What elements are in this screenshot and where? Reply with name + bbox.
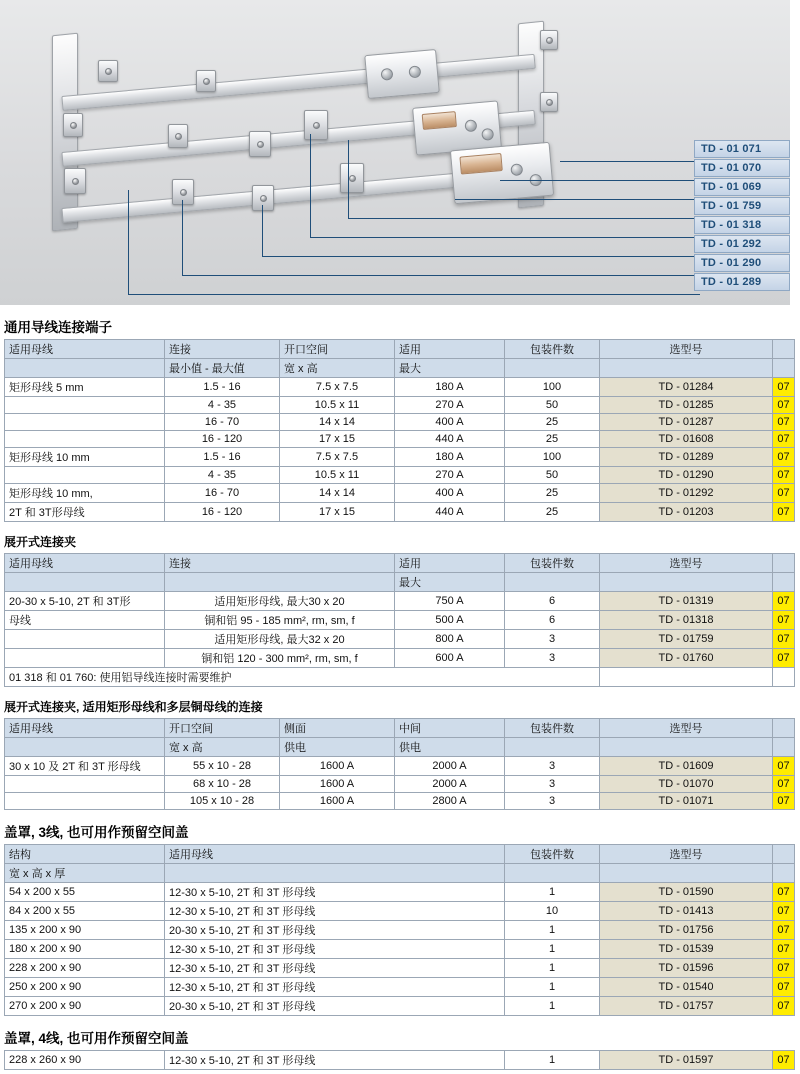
cell-pack: 25 xyxy=(505,484,600,503)
cell-opening: 55 x 10 - 28 xyxy=(165,757,280,776)
cell-middle-feed: 2000 A xyxy=(395,757,505,776)
cell-busbar: 20-30 x 5-10, 2T 和 3T 形母线 xyxy=(165,921,505,940)
table-subheader-row xyxy=(5,738,795,757)
cell-pack: 1 xyxy=(505,959,600,978)
copper-bar xyxy=(459,153,502,175)
section-title-cover-4pole: 盖罩, 4线, 也可用作预留空间盖 xyxy=(4,1031,189,1046)
col-header: 侧面 xyxy=(280,719,395,738)
sub-header xyxy=(5,573,165,592)
cell-order-number: TD - 01757 xyxy=(600,997,773,1016)
leader-line xyxy=(560,161,700,162)
cell-page: 07 xyxy=(773,649,795,668)
terminal-clamp xyxy=(64,168,86,194)
cell-page: 07 xyxy=(773,921,795,940)
table-subheader-row xyxy=(5,864,795,883)
cell-opening: 7.5 x 7.5 xyxy=(280,448,395,467)
table-expandable-clamp xyxy=(4,553,795,687)
cell-connection: 1.5 - 16 xyxy=(165,448,280,467)
cell-pack: 3 xyxy=(505,630,600,649)
table-cover-3pole xyxy=(4,844,795,1016)
cell-rating: 440 A xyxy=(395,431,505,448)
cell-opening: 17 x 15 xyxy=(280,431,395,448)
table-row xyxy=(5,448,795,467)
cell-dimensions: 228 x 200 x 90 xyxy=(5,959,165,978)
table-row xyxy=(5,921,795,940)
cell-opening: 105 x 10 - 28 xyxy=(165,793,280,810)
terminal-clamp xyxy=(249,131,271,157)
cell-page: 07 xyxy=(773,414,795,431)
cell-page-empty xyxy=(773,668,795,687)
cell-connection: 16 - 70 xyxy=(165,484,280,503)
callout-item: TD - 01 289 xyxy=(694,273,790,291)
sub-header xyxy=(600,738,773,757)
connector-block-top xyxy=(364,49,440,99)
cell-busbar: 12-30 x 5-10, 2T 和 3T 形母线 xyxy=(165,902,505,921)
cell-page: 07 xyxy=(773,902,795,921)
table-row xyxy=(5,940,795,959)
cell-busbar: 矩形母线 10 mm xyxy=(5,448,165,467)
cell-page: 07 xyxy=(773,883,795,902)
table-row xyxy=(5,467,795,484)
terminal-clamp xyxy=(196,70,216,92)
cell-order-number: TD - 01318 xyxy=(600,611,773,630)
sub-header xyxy=(505,359,600,378)
cell-page: 07 xyxy=(773,940,795,959)
cell-busbar xyxy=(5,397,165,414)
table-row xyxy=(5,776,795,793)
table-row xyxy=(5,997,795,1016)
table-row xyxy=(5,978,795,997)
sub-header xyxy=(600,573,773,592)
cell-connection: 4 - 35 xyxy=(165,397,280,414)
cell-busbar xyxy=(5,776,165,793)
callout-item: TD - 01 070 xyxy=(694,159,790,177)
cell-pack: 6 xyxy=(505,611,600,630)
terminal-clamp xyxy=(63,113,83,137)
table-subheader-row xyxy=(5,359,795,378)
cell-page: 07 xyxy=(773,431,795,448)
table-row xyxy=(5,649,795,668)
cell-pack: 6 xyxy=(505,592,600,611)
col-header: 中间 xyxy=(395,719,505,738)
leader-line xyxy=(348,218,700,219)
cell-pack: 50 xyxy=(505,397,600,414)
table-row xyxy=(5,431,795,448)
cell-rating: 400 A xyxy=(395,484,505,503)
col-header: 包装件数 xyxy=(505,554,600,573)
terminal-clamp xyxy=(340,163,364,193)
cell-pack: 25 xyxy=(505,414,600,431)
leader-line xyxy=(310,134,311,237)
section-title-universal-terminals: 通用导线连接端子 xyxy=(4,320,112,335)
sub-header xyxy=(505,738,600,757)
sub-header xyxy=(600,864,773,883)
callout-item: TD - 01 292 xyxy=(694,235,790,253)
cell-order-number: TD - 01597 xyxy=(600,1051,773,1070)
cell-order-number: TD - 01760 xyxy=(600,649,773,668)
cell-order-number: TD - 01413 xyxy=(600,902,773,921)
sub-header xyxy=(505,864,600,883)
leader-line xyxy=(500,180,700,181)
col-header xyxy=(773,554,795,573)
cell-busbar: 30 x 10 及 2T 和 3T 形母线 xyxy=(5,757,165,776)
cell-order-number: TD - 01319 xyxy=(600,592,773,611)
cell-rating: 270 A xyxy=(395,397,505,414)
cell-busbar: 12-30 x 5-10, 2T 和 3T 形母线 xyxy=(165,978,505,997)
cell-connection: 适用矩形母线, 最大30 x 20 xyxy=(165,592,395,611)
callout-item: TD - 01 069 xyxy=(694,178,790,196)
col-header: 适用母线 xyxy=(5,554,165,573)
cell-dimensions: 180 x 200 x 90 xyxy=(5,940,165,959)
cell-order-number-empty xyxy=(600,668,773,687)
screw-icon xyxy=(510,163,523,176)
cell-opening: 14 x 14 xyxy=(280,484,395,503)
cell-busbar: 矩形母线 5 mm xyxy=(5,378,165,397)
col-header: 适用 xyxy=(395,340,505,359)
leader-line xyxy=(348,140,349,218)
cell-rating: 180 A xyxy=(395,448,505,467)
cell-rating: 270 A xyxy=(395,467,505,484)
cell-page: 07 xyxy=(773,630,795,649)
cell-pack: 1 xyxy=(505,978,600,997)
cell-opening: 10.5 x 11 xyxy=(280,397,395,414)
cell-opening: 10.5 x 11 xyxy=(280,467,395,484)
sub-header xyxy=(773,738,795,757)
cell-page: 07 xyxy=(773,397,795,414)
table-row xyxy=(5,503,795,522)
cell-rating: 440 A xyxy=(395,503,505,522)
cell-order-number: TD - 01540 xyxy=(600,978,773,997)
cell-busbar xyxy=(5,793,165,810)
table-row xyxy=(5,592,795,611)
cell-page: 07 xyxy=(773,1051,795,1070)
cell-pack: 1 xyxy=(505,883,600,902)
cell-order-number: TD - 01609 xyxy=(600,757,773,776)
table-header-row xyxy=(5,554,795,573)
table-row xyxy=(5,378,795,397)
leader-line xyxy=(128,190,129,294)
sub-header: 宽 x 高 xyxy=(165,738,280,757)
col-header: 选型号 xyxy=(600,554,773,573)
col-header: 连接 xyxy=(165,554,395,573)
screw-icon xyxy=(481,128,494,141)
table-row xyxy=(5,484,795,503)
cell-connection: 铜和铝 95 - 185 mm², rm, sm, f xyxy=(165,611,395,630)
cell-side-feed: 1600 A xyxy=(280,793,395,810)
cell-order-number: TD - 01071 xyxy=(600,793,773,810)
screw-icon xyxy=(408,65,421,78)
cell-busbar xyxy=(5,467,165,484)
cell-pack: 3 xyxy=(505,649,600,668)
cell-pack: 1 xyxy=(505,921,600,940)
cell-order-number: TD - 01287 xyxy=(600,414,773,431)
col-header: 选型号 xyxy=(600,719,773,738)
cell-connection: 铜和铝 120 - 300 mm², rm, sm, f xyxy=(165,649,395,668)
sub-header: 宽 x 高 x 厚 xyxy=(5,864,165,883)
sub-header xyxy=(773,573,795,592)
leader-line xyxy=(310,237,700,238)
leader-line xyxy=(455,199,700,200)
cell-rating: 750 A xyxy=(395,592,505,611)
cell-middle-feed: 2000 A xyxy=(395,776,505,793)
cell-pack: 100 xyxy=(505,378,600,397)
cell-connection: 16 - 120 xyxy=(165,431,280,448)
cell-dimensions: 84 x 200 x 55 xyxy=(5,902,165,921)
cell-order-number: TD - 01203 xyxy=(600,503,773,522)
cell-busbar: 20-30 x 5-10, 2T 和 3T 形母线 xyxy=(165,997,505,1016)
section-title-multilayer-clamp: 展开式连接夹, 适用矩形母线和多层铜母线的连接 xyxy=(4,700,263,714)
cell-busbar: 母线 xyxy=(5,611,165,630)
cell-busbar: 12-30 x 5-10, 2T 和 3T 形母线 xyxy=(165,959,505,978)
cell-order-number: TD - 01756 xyxy=(600,921,773,940)
cell-busbar: 2T 和 3T形母线 xyxy=(5,503,165,522)
leader-line xyxy=(182,275,700,276)
cell-side-feed: 1600 A xyxy=(280,776,395,793)
callout-list xyxy=(694,140,790,292)
col-header: 连接 xyxy=(165,340,280,359)
cell-pack: 50 xyxy=(505,467,600,484)
cell-opening: 7.5 x 7.5 xyxy=(280,378,395,397)
sub-header: 最大 xyxy=(395,573,505,592)
col-header: 适用母线 xyxy=(5,719,165,738)
cell-page: 07 xyxy=(773,378,795,397)
sub-header: 供电 xyxy=(395,738,505,757)
cell-busbar xyxy=(5,630,165,649)
cell-connection: 适用矩形母线, 最大32 x 20 xyxy=(165,630,395,649)
cell-pack: 1 xyxy=(505,1051,600,1070)
cell-busbar: 矩形母线 10 mm, xyxy=(5,484,165,503)
table-row xyxy=(5,611,795,630)
cell-dimensions: 54 x 200 x 55 xyxy=(5,883,165,902)
cell-pack: 100 xyxy=(505,448,600,467)
cell-page: 07 xyxy=(773,978,795,997)
terminal-clamp xyxy=(304,110,328,140)
cell-order-number: TD - 01284 xyxy=(600,378,773,397)
cell-order-number: TD - 01608 xyxy=(600,431,773,448)
table-header-row xyxy=(5,719,795,738)
busbar-assembly-illustration xyxy=(0,0,790,305)
col-header: 选型号 xyxy=(600,845,773,864)
terminal-clamp xyxy=(540,92,558,112)
table-row xyxy=(5,630,795,649)
table-row xyxy=(5,793,795,810)
cell-order-number: TD - 01590 xyxy=(600,883,773,902)
col-header xyxy=(773,719,795,738)
cell-pack: 3 xyxy=(505,793,600,810)
table-header-row xyxy=(5,340,795,359)
cell-page: 07 xyxy=(773,776,795,793)
cell-connection: 16 - 70 xyxy=(165,414,280,431)
col-header: 适用 xyxy=(395,554,505,573)
cell-dimensions: 228 x 260 x 90 xyxy=(5,1051,165,1070)
cell-order-number: TD - 01292 xyxy=(600,484,773,503)
table-row xyxy=(5,757,795,776)
cell-pack: 10 xyxy=(505,902,600,921)
cell-busbar xyxy=(5,649,165,668)
cell-page: 07 xyxy=(773,757,795,776)
table-header-row xyxy=(5,845,795,864)
sub-header xyxy=(600,359,773,378)
cell-page: 07 xyxy=(773,997,795,1016)
table-row xyxy=(5,1051,795,1070)
cell-busbar: 20-30 x 5-10, 2T 和 3T形 xyxy=(5,592,165,611)
sub-header xyxy=(505,573,600,592)
table-row xyxy=(5,414,795,431)
cell-page: 07 xyxy=(773,503,795,522)
cell-side-feed: 1600 A xyxy=(280,757,395,776)
cell-page: 07 xyxy=(773,448,795,467)
col-header: 包装件数 xyxy=(505,340,600,359)
table-row xyxy=(5,883,795,902)
cell-connection: 4 - 35 xyxy=(165,467,280,484)
cell-busbar xyxy=(5,431,165,448)
sub-header xyxy=(773,359,795,378)
cell-rating: 180 A xyxy=(395,378,505,397)
cell-order-number: TD - 01290 xyxy=(600,467,773,484)
col-header: 包装件数 xyxy=(505,719,600,738)
cell-rating: 400 A xyxy=(395,414,505,431)
terminal-clamp xyxy=(540,30,558,50)
leader-line xyxy=(262,256,700,257)
sub-header xyxy=(165,864,505,883)
section-title-cover-3pole: 盖罩, 3线, 也可用作预留空间盖 xyxy=(4,825,189,840)
callout-item: TD - 01 759 xyxy=(694,197,790,215)
callout-item: TD - 01 071 xyxy=(694,140,790,158)
cell-order-number: TD - 01070 xyxy=(600,776,773,793)
sub-header: 最大 xyxy=(395,359,505,378)
cell-busbar: 12-30 x 5-10, 2T 和 3T 形母线 xyxy=(165,1051,505,1070)
cell-pack: 1 xyxy=(505,997,600,1016)
cell-order-number: TD - 01289 xyxy=(600,448,773,467)
copper-bar xyxy=(422,111,457,130)
sub-header xyxy=(773,864,795,883)
screw-icon xyxy=(380,68,393,81)
sub-header: 最小值 - 最大值 xyxy=(165,359,280,378)
section-title-expandable-clamp: 展开式连接夹 xyxy=(4,535,77,549)
col-header xyxy=(773,340,795,359)
col-header: 结构 xyxy=(5,845,165,864)
terminal-clamp xyxy=(172,179,194,205)
table-row xyxy=(5,959,795,978)
col-header: 开口空间 xyxy=(165,719,280,738)
col-header: 适用母线 xyxy=(165,845,505,864)
col-header: 选型号 xyxy=(600,340,773,359)
table-row xyxy=(5,397,795,414)
callout-item: TD - 01 318 xyxy=(694,216,790,234)
cell-rating: 600 A xyxy=(395,649,505,668)
cell-page: 07 xyxy=(773,484,795,503)
cell-page: 07 xyxy=(773,959,795,978)
cell-opening: 14 x 14 xyxy=(280,414,395,431)
table-universal-terminals xyxy=(4,339,795,522)
table-multilayer-clamp xyxy=(4,718,795,810)
cell-page: 07 xyxy=(773,467,795,484)
cell-busbar xyxy=(5,414,165,431)
sub-header: 供电 xyxy=(280,738,395,757)
cell-order-number: TD - 01596 xyxy=(600,959,773,978)
cell-busbar: 12-30 x 5-10, 2T 和 3T 形母线 xyxy=(165,883,505,902)
cell-dimensions: 270 x 200 x 90 xyxy=(5,997,165,1016)
table-cover-4pole xyxy=(4,1050,795,1070)
cell-page: 07 xyxy=(773,611,795,630)
table-footnote-row xyxy=(5,668,795,687)
product-photo xyxy=(0,0,790,305)
footnote-text: 01 318 和 01 760: 使用铝导线连接时需要维护 xyxy=(5,668,600,687)
col-header: 包装件数 xyxy=(505,845,600,864)
cell-middle-feed: 2800 A xyxy=(395,793,505,810)
cell-order-number: TD - 01759 xyxy=(600,630,773,649)
cell-pack: 1 xyxy=(505,940,600,959)
cell-page: 07 xyxy=(773,793,795,810)
sub-header xyxy=(165,573,395,592)
col-header: 开口空间 xyxy=(280,340,395,359)
cell-dimensions: 135 x 200 x 90 xyxy=(5,921,165,940)
cell-pack: 3 xyxy=(505,757,600,776)
cell-connection: 16 - 120 xyxy=(165,503,280,522)
cell-rating: 500 A xyxy=(395,611,505,630)
leader-line xyxy=(262,205,263,256)
sub-header: 宽 x 高 xyxy=(280,359,395,378)
col-header: 适用母线 xyxy=(5,340,165,359)
cell-pack: 25 xyxy=(505,503,600,522)
cell-pack: 3 xyxy=(505,776,600,793)
sub-header xyxy=(5,738,165,757)
leader-line xyxy=(182,200,183,275)
cell-rating: 800 A xyxy=(395,630,505,649)
callout-item: TD - 01 290 xyxy=(694,254,790,272)
connector-block-bottom xyxy=(450,142,554,205)
table-row xyxy=(5,902,795,921)
leader-line xyxy=(128,294,700,295)
col-header xyxy=(773,845,795,864)
cell-page: 07 xyxy=(773,592,795,611)
cell-opening: 17 x 15 xyxy=(280,503,395,522)
cell-busbar: 12-30 x 5-10, 2T 和 3T 形母线 xyxy=(165,940,505,959)
cell-opening: 68 x 10 - 28 xyxy=(165,776,280,793)
cell-pack: 25 xyxy=(505,431,600,448)
cell-dimensions: 250 x 200 x 90 xyxy=(5,978,165,997)
cell-order-number: TD - 01285 xyxy=(600,397,773,414)
table-subheader-row xyxy=(5,573,795,592)
screw-icon xyxy=(464,119,477,132)
cell-connection: 1.5 - 16 xyxy=(165,378,280,397)
terminal-clamp xyxy=(98,60,118,82)
cell-order-number: TD - 01539 xyxy=(600,940,773,959)
sub-header xyxy=(5,359,165,378)
terminal-clamp xyxy=(252,185,274,211)
terminal-clamp xyxy=(168,124,188,148)
